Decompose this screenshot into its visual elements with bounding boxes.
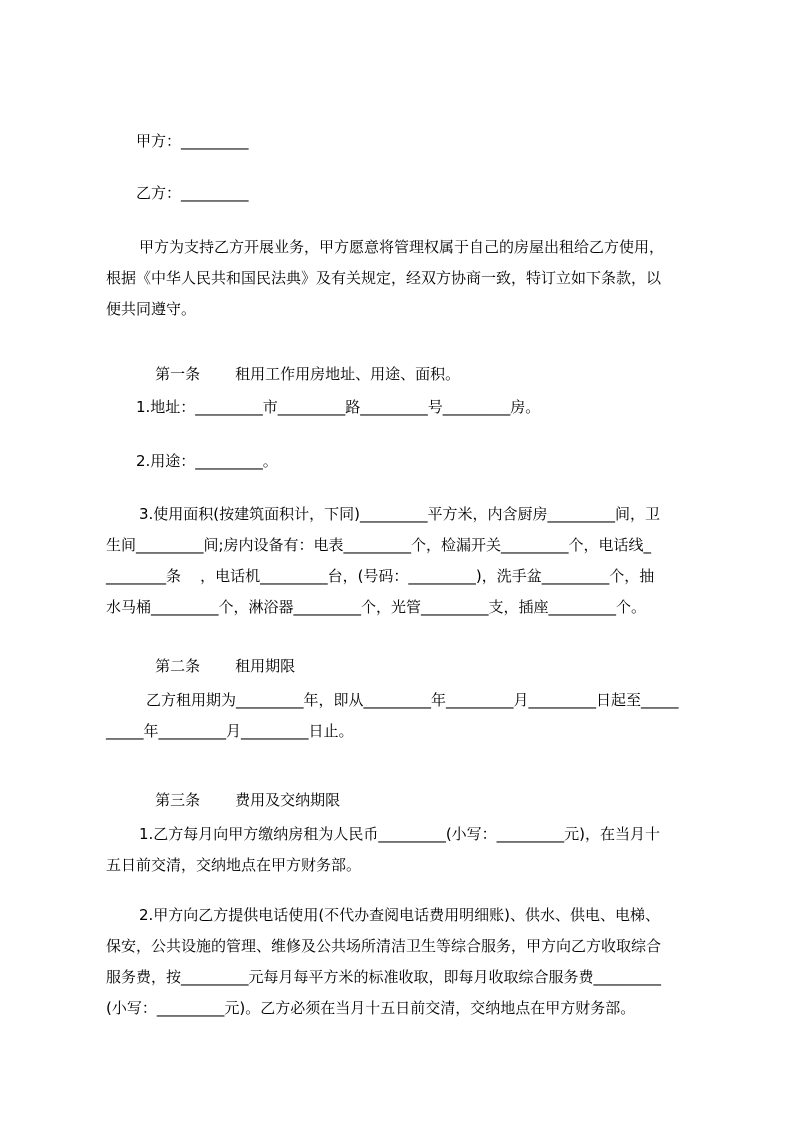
article-2-paragraph <box>106 685 702 747</box>
article-3-title: 费用及交纳期限 <box>235 791 341 809</box>
preamble-line-2: 根据《中华人民共和国民法典》及有关规定，经双方协商一致，特订立如下条款，以 <box>106 269 662 287</box>
article-1-item-1: 1.地址：_________市_________路_________号_________房。 <box>136 398 541 416</box>
article-3-item-1-line-1: 1.乙方每月向甲方缴纳房租为人民币_________(小写：_________元)，在当月十 <box>139 825 661 843</box>
article-2-line-1: 乙方租用期为_________年，即从_________年_________月_________日起至_____ <box>146 691 679 709</box>
article-1-title: 租用工作用房地址、用途、面积。 <box>235 365 461 383</box>
article-1-item-3-line-3: ________条 ，电话机_________台，(号码：_________)，洗手盆_________个，抽 <box>106 567 655 585</box>
article-1-item-3-line-2: 生间_________间;房内设备有：电表_________个，检漏开关_________个，电话线_ <box>106 536 652 554</box>
preamble-line-1: 甲方为支持乙方开展业务，甲方愿意将管理权属于自己的房屋出租给乙方使用， <box>139 238 665 256</box>
article-3-item-2-line-1: 2.甲方向乙方提供电话使用(不代办查阅电话费用明细账)、供水、供电、电梯、 <box>139 906 661 924</box>
preamble-line-3: 便共同遵守。 <box>106 300 197 318</box>
article-3-item-2-line-4: (小写：_________元)。乙方必须在当月十五日前交清，交纳地点在甲方财务部。 <box>106 999 636 1017</box>
article-3-item-2-line-3: 服务费，按_________元每月每平方米的标准收取，即每月收取综合服务费_________ <box>106 968 662 986</box>
party-b-line: 乙方：_________ <box>136 184 249 202</box>
article-2-title: 租用期限 <box>235 657 296 675</box>
article-1-item-3 <box>106 499 702 623</box>
article-3-item-1 <box>106 819 702 881</box>
article-1-item-2: 2.用途：_________。 <box>136 452 278 470</box>
article-1-heading <box>136 344 460 404</box>
article-3-number: 第三条 <box>155 791 201 809</box>
article-1-number: 第一条 <box>155 365 201 383</box>
article-2-number: 第二条 <box>155 657 201 675</box>
article-3-item-2-line-2: 保安，公共设施的管理、维修及公共场所清洁卫生等综合服务，甲方向乙方收取综合 <box>106 937 662 955</box>
article-3-item-1-line-2: 五日前交清，交纳地点在甲方财务部。 <box>106 856 362 874</box>
article-1-item-3-line-4: 水马桶_________个，淋浴器_________个，光管_________支，插座_________个。 <box>106 598 647 616</box>
article-1-item-3-line-1: 3.使用面积(按建筑面积计，下同)_________平方米，内含厨房_________间，卫 <box>139 505 661 523</box>
article-2-line-2: _____年_________月_________日止。 <box>106 722 354 740</box>
article-3-item-2 <box>106 900 702 1024</box>
preamble-paragraph <box>106 232 702 325</box>
party-a-line: 甲方：_________ <box>136 132 249 150</box>
